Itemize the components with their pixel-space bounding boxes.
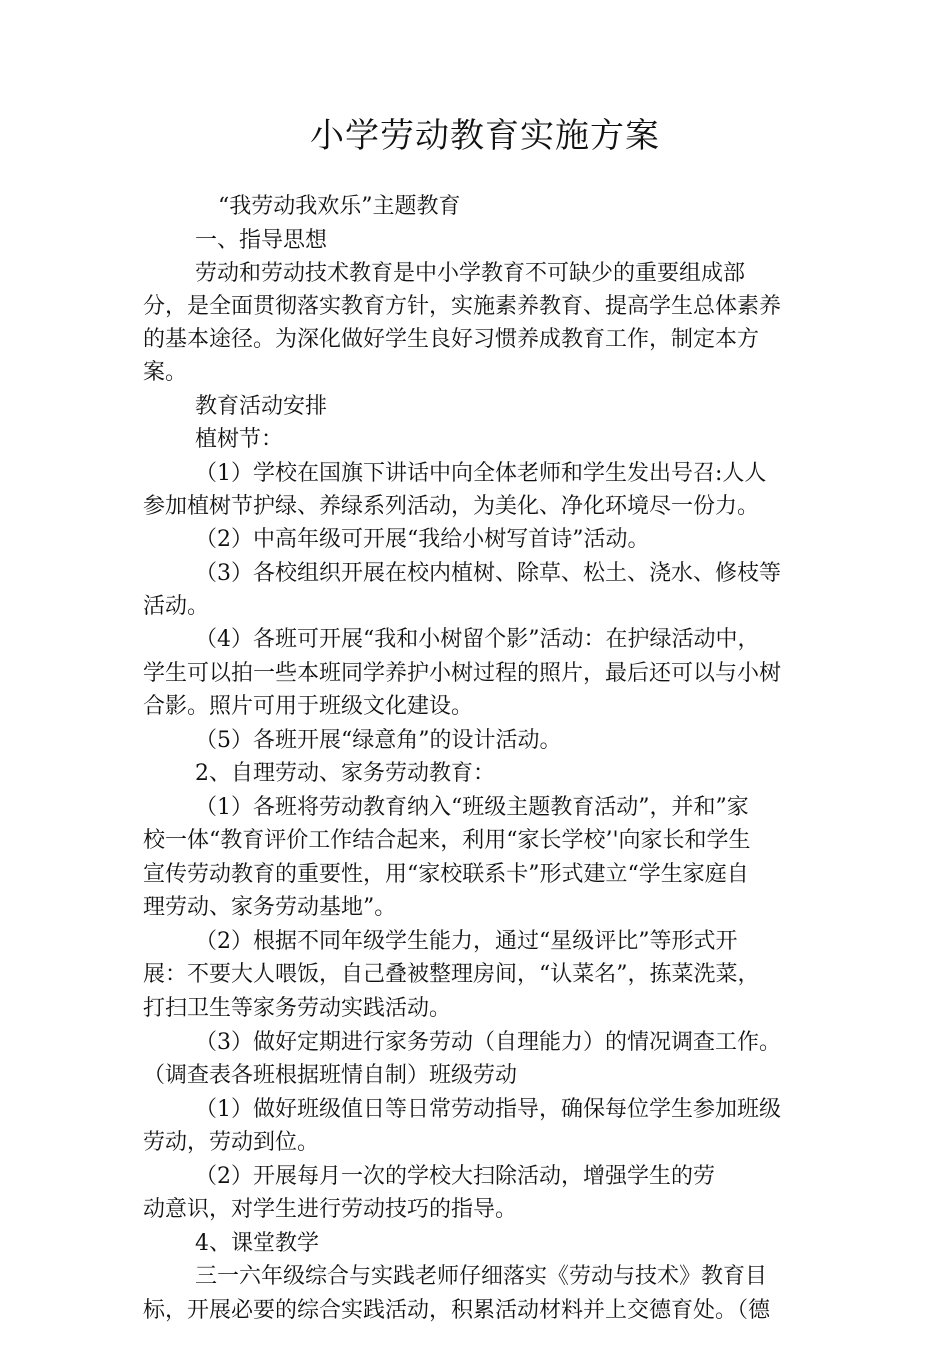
list-item-line: 宣传劳动教育的重要性，用“家校联系卡”形式建立“学生家庭自 [143,862,749,887]
list-item-line: （5）各班开展“绿意角”的设计活动。 [195,728,562,753]
list-item-line: （1）学校在国旗下讲话中向全体老师和学生发出号召:人人 [195,461,767,486]
section-heading: 教育活动安排 [195,394,328,419]
list-item-line: （调查表各班根据班情自制）班级劳动 [143,1063,518,1088]
paragraph-line: 劳动和劳动技术教育是中小学教育不可缺少的重要组成部 [195,261,746,286]
list-item-line: （3）做好定期进行家务劳动（自理能力）的情况调查工作。 [195,1030,781,1055]
list-item-line: （4）各班可开展“我和小树留个影”活动：在护绿活动中， [195,627,760,652]
list-item-line: （3）各校组织开展在校内植树、除草、松土、浇水、修枝等 [195,561,781,586]
list-item-line: 劳动，劳动到位。 [143,1130,320,1155]
list-item-line: 活动。 [143,594,210,619]
paragraph-line: 的基本途径。为深化做好学生良好习惯养成教育工作，制定本方 [143,327,760,352]
paragraph-line: 分，是全面贯彻落实教育方针，实施素养教育、提高学生总体素养 [143,294,782,319]
subtitle-line: “我劳动我欢乐”主题教育 [218,194,461,219]
section-heading: 一、指导思想 [195,228,328,253]
list-item-line: 合影。照片可用于班级文化建设。 [143,694,474,719]
list-item-line: 展：不要大人喂饭，自己叠被整理房间，“认菜名”，拣菜洗菜， [143,962,760,987]
section-heading: 2、自理劳动、家务劳动教育： [195,761,495,786]
list-item-line: （1）各班将劳动教育纳入“班级主题教育活动”，并和”家 [195,795,749,820]
paragraph-line: 案。 [143,360,188,385]
list-item-line: 理劳动、家务劳动基地”。 [143,895,397,920]
paragraph-line: 标，开展必要的综合实践活动，积累活动材料并上交德育处。（德 [143,1298,771,1323]
list-item-line: 校一体“教育评价工作结合起来，利用“家长学校’'向家长和学生 [143,828,751,853]
document-title: 小学劳动教育实施方案 [310,116,660,156]
list-item-line: （2）中高年级可开展“我给小树写首诗”活动。 [195,527,650,552]
list-item-line: 打扫卫生等家务劳动实践活动。 [143,996,452,1021]
list-item-line: 动意识，对学生进行劳动技巧的指导。 [143,1197,518,1222]
section-heading: 4、课堂教学 [195,1231,319,1256]
section-heading: 植树节： [195,427,284,452]
list-item-line: 参加植树节护绿、养绿系列活动，为美化、净化环境尽一份力。 [143,494,760,519]
paragraph-line: 三一六年级综合与实践老师仔细落实《劳动与技术》教育目 [195,1264,768,1289]
list-item-line: 学生可以拍一些本班同学养护小树过程的照片，最后还可以与小树 [143,661,782,686]
list-item-line: （1）做好班级值日等日常劳动指导，确保每位学生参加班级 [195,1097,781,1122]
list-item-line: （2）根据不同年级学生能力，通过“星级评比”等形式开 [195,929,738,954]
list-item-line: （2）开展每月一次的学校大扫除活动，增强学生的劳 [195,1164,715,1189]
